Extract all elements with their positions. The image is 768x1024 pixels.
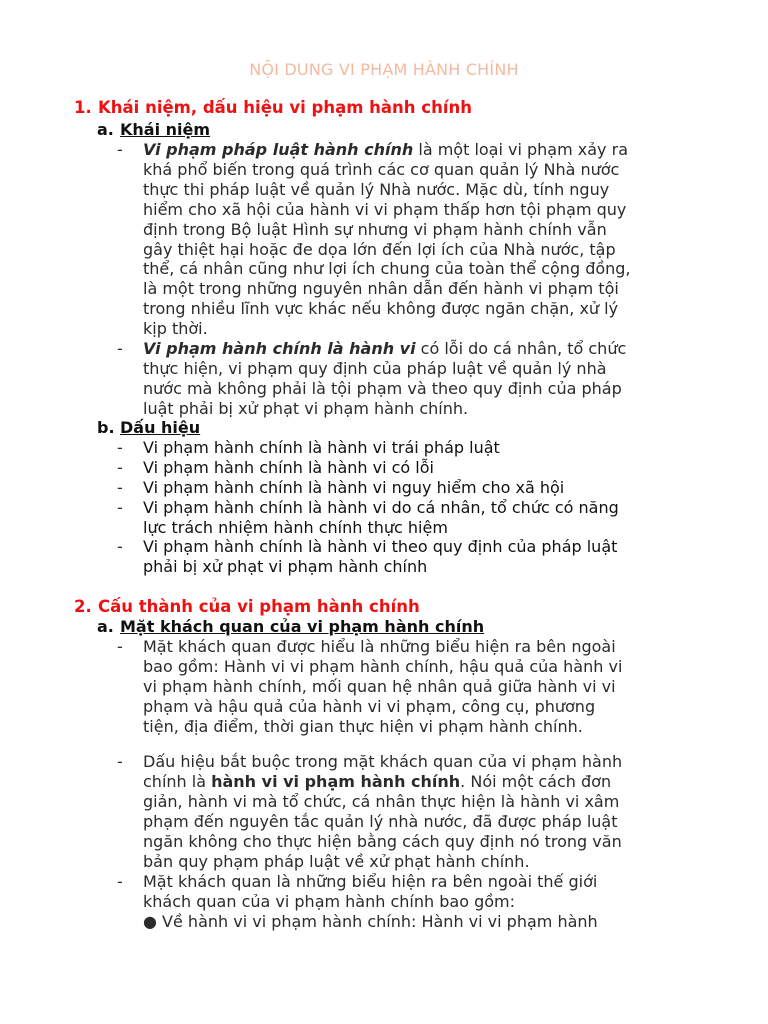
paragraph-text: có lỗi do cá nhân, tổ chức thực hiện, vi phạm quy định của pháp luật về quản lý nhà nước mà không phải là tội phạm và theo quy định của pháp luật phải bị xử phạt vi phạm hành chính. (143, 339, 627, 418)
subsection-letter: b. (97, 418, 115, 437)
subsection-1a-heading (97, 120, 210, 140)
dash-bullet: - (117, 140, 123, 159)
subsection-title: Dấu hiệu (120, 418, 201, 437)
section-2-heading (74, 597, 420, 617)
section-title: Cấu thành của vi phạm hành chính (98, 597, 420, 616)
subsection-title: Khái niệm (120, 120, 211, 139)
dash-bullet: - (117, 752, 123, 771)
list-item (117, 478, 697, 498)
dash-bullet: - (117, 537, 123, 556)
list-item (117, 498, 697, 538)
section-1-heading (74, 98, 472, 118)
dash-bullet: - (117, 637, 123, 656)
subsection-letter: a. (97, 617, 114, 636)
list-item-text: Vi phạm hành chính là hành vi do cá nhân, tổ chức có năng lực trách nhiệm hành chính thực hiệm (143, 498, 619, 537)
section-number: 2. (74, 597, 92, 616)
list-item-text: Vi phạm hành chính là hành vi theo quy định của pháp luật phải bị xử phạt vi phạm hành chính (143, 537, 618, 576)
paragraph-text: . Nói một cách đơn giản, hành vi mà tổ chức, cá nhân thực hiện là hành vi xâm phạm đến nguyên tắc quản lý nhà nước, đã được pháp luật ngăn không cho thực hiện bằng cách quy định nó trong văn bản quy phạm pháp luật về xử phạt hành chính. (143, 771, 622, 871)
list-item (117, 537, 697, 577)
list-item (117, 637, 697, 737)
subsection-2a-heading (97, 617, 484, 637)
bold-italic-phrase: Vi phạm hành chính là hành vi (143, 339, 416, 358)
paragraph (143, 140, 697, 339)
list-item (117, 339, 697, 419)
paragraph-text: Mặt khách quan được hiểu là những biểu hiện ra bên ngoài bao gồm: Hành vi vi phạm hành chính, hậu quả của hành vi vi phạm hành chính, mối quan hệ nhân quả giữa hành vi vi phạm và hậu quả của hành vi vi phạm, công cụ, phương tiện, địa điểm, thời gian thực hiện vi phạm hành chính. (143, 637, 623, 736)
dash-bullet: - (117, 458, 123, 477)
dash-bullet: - (117, 438, 123, 457)
section-title: Khái niệm, dấu hiệu vi phạm hành chính (98, 98, 472, 117)
dash-bullet: - (117, 872, 123, 891)
bold-italic-phrase: Vi phạm pháp luật hành chính (143, 140, 414, 159)
list-item (117, 140, 697, 339)
dash-bullet: - (117, 498, 123, 517)
paragraph-text: Dấu hiệu bắt buộc trong mặt khách quan của vi phạm hành chính là (143, 752, 623, 791)
document-title: NỘI DUNG VI PHẠM HÀNH CHÍNH (249, 60, 519, 79)
section-number: 1. (74, 98, 92, 117)
list-item-text: Vi phạm hành chính là hành vi có lỗi (143, 458, 434, 477)
subsection-letter: a. (97, 120, 114, 139)
subsection-title: Mặt khách quan của vi phạm hành chính (120, 617, 485, 636)
list-item (117, 438, 697, 458)
paragraph-text: Mặt khách quan là những biểu hiện ra bên ngoài thế giới khách quan của vi phạm hành chính bao gồm: ● Về hành vi vi phạm hành chính: Hành vi vi phạm hành (143, 872, 598, 931)
list-item (117, 752, 697, 871)
dash-bullet: - (117, 478, 123, 497)
paragraph (143, 339, 697, 419)
list-item-text: Vi phạm hành chính là hành vi trái pháp luật (143, 438, 500, 457)
list-item (117, 872, 697, 932)
paragraph (143, 752, 697, 871)
list-item (117, 458, 697, 478)
paragraph-text: là một loại vi phạm xảy ra khá phổ biến trong quá trình các cơ quan quản lý Nhà nước thực thi pháp luật về quản lý Nhà nước. Mặc dù, tính nguy hiểm cho xã hội của hành vi vi phạm thấp hơn tội phạm quy định trong Bộ luật Hình sự nhưng vi phạm hành chính vẫn gây thiệt hại hoặc đe dọa lớn đến lợi ích của Nhà nước, tập thể, cá nhân cũng như lợi ích chung của toàn thể cộng đồng, là một trong những nguyên nhân dẫn đến hành vi phạm tội trong nhiều lĩnh vực khác nếu không được ngăn chặn, xử lý kịp thời. (143, 140, 631, 339)
list-item-text: Vi phạm hành chính là hành vi nguy hiểm cho xã hội (143, 478, 565, 497)
bold-phrase: hành vi vi phạm hành chính (211, 771, 461, 791)
dash-bullet: - (117, 339, 123, 358)
subsection-1b-heading (97, 418, 200, 438)
